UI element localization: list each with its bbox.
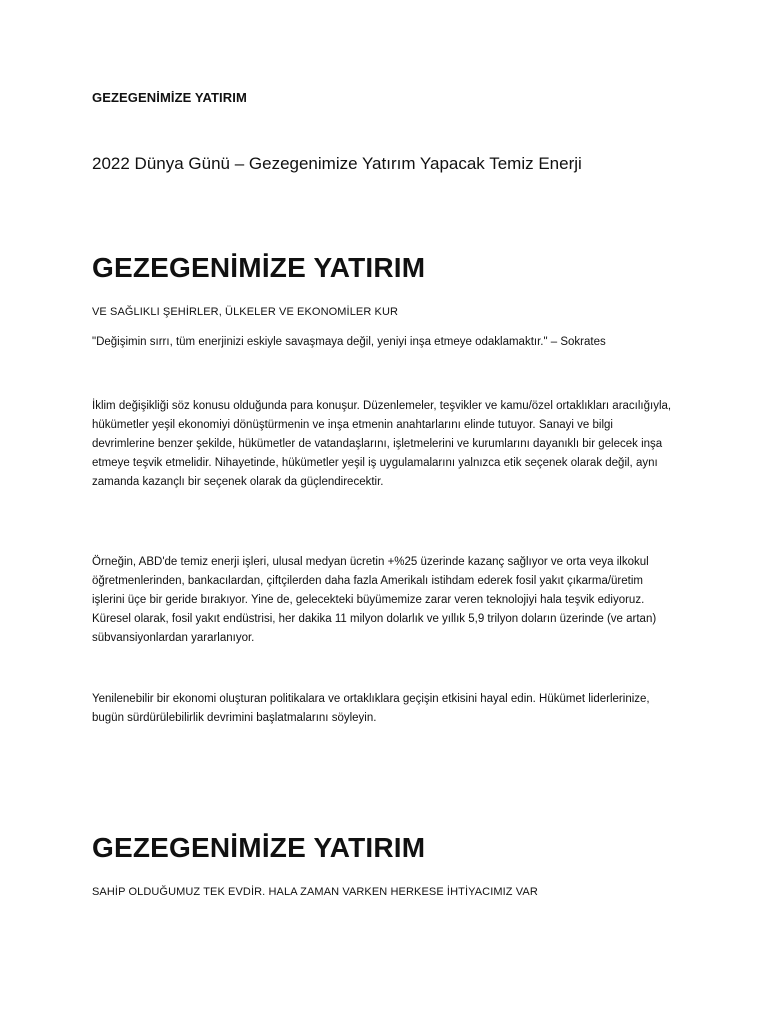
paragraph-renewable-economy: Yenilenebilir bir ekonomi oluşturan politikalara ve ortaklıklara geçişin etkisini hayal edin. Hükümet liderlerinize, bugün sürdürülebilirlik devrimini başlatmalarını söyleyin. — [92, 693, 650, 724]
section2-tagline: SAHİP OLDUĞUMUZ TEK EVDİR. HALA ZAMAN VARKEN HERKESE İHTİYACIMIZ VAR — [92, 886, 538, 898]
document-small-heading: GEZEGENİMİZE YATIRIM — [92, 90, 247, 105]
section1-tagline: VE SAĞLIKLI ŞEHİRLER, ÜLKELER VE EKONOMİLER KUR — [92, 306, 399, 318]
socrates-quote: "Değişimin sırrı, tüm enerjinizi eskiyle savaşmaya değil, yeniyi inşa etmeye odaklamaktır." – Sokrates — [92, 336, 606, 348]
document-subtitle: 2022 Dünya Günü – Gezegenimize Yatırım Yapacak Temiz Enerji — [92, 154, 582, 173]
paragraph-clean-energy-jobs: Örneğin, ABD'de temiz enerji işleri, ulusal medyan ücretin +%25 üzerinde kazanç sağlıyor ve orta veya ilkokul öğretmenlerinden, bankacılardan, çiftçilerden daha fazla Amerikalı istihdam ederek fosil yakıt çıkarma/üretim işlerini üçe bir geride bırakıyor. Yine de, gelecekteki büyümemize zarar veren teknolojiyi hala teşvik ediyoruz. Küresel olarak, fosil yakıt endüstrisi, her dakika 11 milyon dolarlık ve yıllık 5,9 trilyon doların üzerinde (ve artan) sübvansiyonlardan yararlanıyor. — [92, 556, 657, 644]
paragraph-climate-money: İklim değişikliği söz konusu olduğunda para konuşur. Düzenlemeler, teşvikler ve kamu/özel ortaklıkları aracılığıyla, hükümetler yeşil ekonomiyi dönüştürmenin ve inşa etmenin anahtarlarını elinde tutuyor. Sanayi ve bilgi devrimlerine benzer şekilde, hükümetler de vatandaşlarını, işletmelerini ve kurumlarını dayanıklı bir gelecek inşa etmeye teşvik etmelidir. Nihayetinde, hükümetler yeşil iş uygulamalarını yalnızca etik seçenek olarak değil, aynı zamanda kazançlı bir seçenek olarak da güçlendirecektir. — [92, 400, 672, 488]
section1-heading: GEZEGENİMİZE YATIRIM — [92, 252, 426, 283]
section2-heading: GEZEGENİMİZE YATIRIM — [92, 832, 426, 863]
